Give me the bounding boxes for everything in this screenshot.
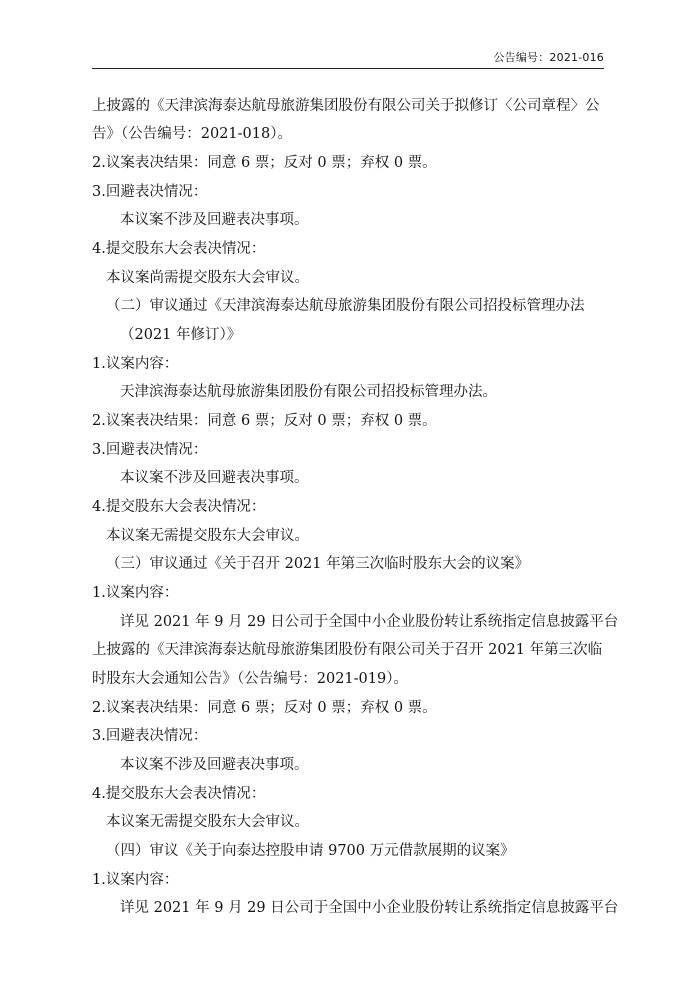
text-line: 3.回避表决情况： (92, 728, 208, 744)
text-line: 时股东大会通知公告》（公告编号：2021-019）。 (92, 671, 408, 687)
section-heading: （二）审议通过《天津滨海泰达航母旅游集团股份有限公司招投标管理办法 (106, 298, 585, 314)
text-line: 2.议案表决结果：同意 6 票；反对 0 票；弃权 0 票。 (92, 413, 437, 429)
text-line: 本议案不涉及回避表决事项。 (120, 757, 309, 773)
text-line: 1.议案内容： (92, 585, 179, 601)
text-line: 本议案不涉及回避表决事项。 (120, 470, 309, 486)
text-line: 4.提交股东大会表决情况： (92, 786, 266, 802)
text-line: 上披露的《天津滨海泰达航母旅游集团股份有限公司关于拟修订〈公司章程〉公 (92, 98, 600, 114)
section-heading: （2021 年修订）》 (120, 327, 242, 343)
text-line: 本议案尚需提交股东大会审议。 (106, 270, 309, 286)
text-line: 1.议案内容： (92, 872, 179, 888)
text-line: 本议案不涉及回避表决事项。 (120, 212, 309, 228)
page-header (92, 52, 604, 69)
text-line: 4.提交股东大会表决情况： (92, 241, 266, 257)
text-line: 本议案无需提交股东大会审议。 (106, 814, 309, 830)
text-line: 详见 2021 年 9 月 29 日公司于全国中小企业股份转让系统指定信息披露平台 (120, 614, 619, 630)
text-line: 详见 2021 年 9 月 29 日公司于全国中小企业股份转让系统指定信息披露平台 (120, 900, 619, 916)
text-line: 3.回避表决情况： (92, 184, 208, 200)
text-line: 上披露的《天津滨海泰达航母旅游集团股份有限公司关于召开 2021 年第三次临 (92, 642, 603, 658)
text-line: 2.议案表决结果：同意 6 票；反对 0 票；弃权 0 票。 (92, 700, 437, 716)
text-line: 告》（公告编号：2021-018）。 (92, 126, 292, 142)
text-line: 4.提交股东大会表决情况： (92, 499, 266, 515)
text-line: 3.回避表决情况： (92, 442, 208, 458)
text-line: 本议案无需提交股东大会审议。 (106, 528, 309, 544)
section-heading: （三）审议通过《关于召开 2021 年第三次临时股东大会的议案》 (106, 556, 530, 572)
text-line: 1.议案内容： (92, 356, 179, 372)
text-line: 天津滨海泰达航母旅游集团股份有限公司招投标管理办法。 (120, 384, 497, 400)
section-heading: （四）审议《关于向泰达控股申请 9700 万元借款展期的议案》 (106, 843, 515, 859)
text-line: 2.议案表决结果：同意 6 票；反对 0 票；弃权 0 票。 (92, 155, 437, 171)
announcement-number: 公告编号：2021-016 (493, 51, 604, 64)
